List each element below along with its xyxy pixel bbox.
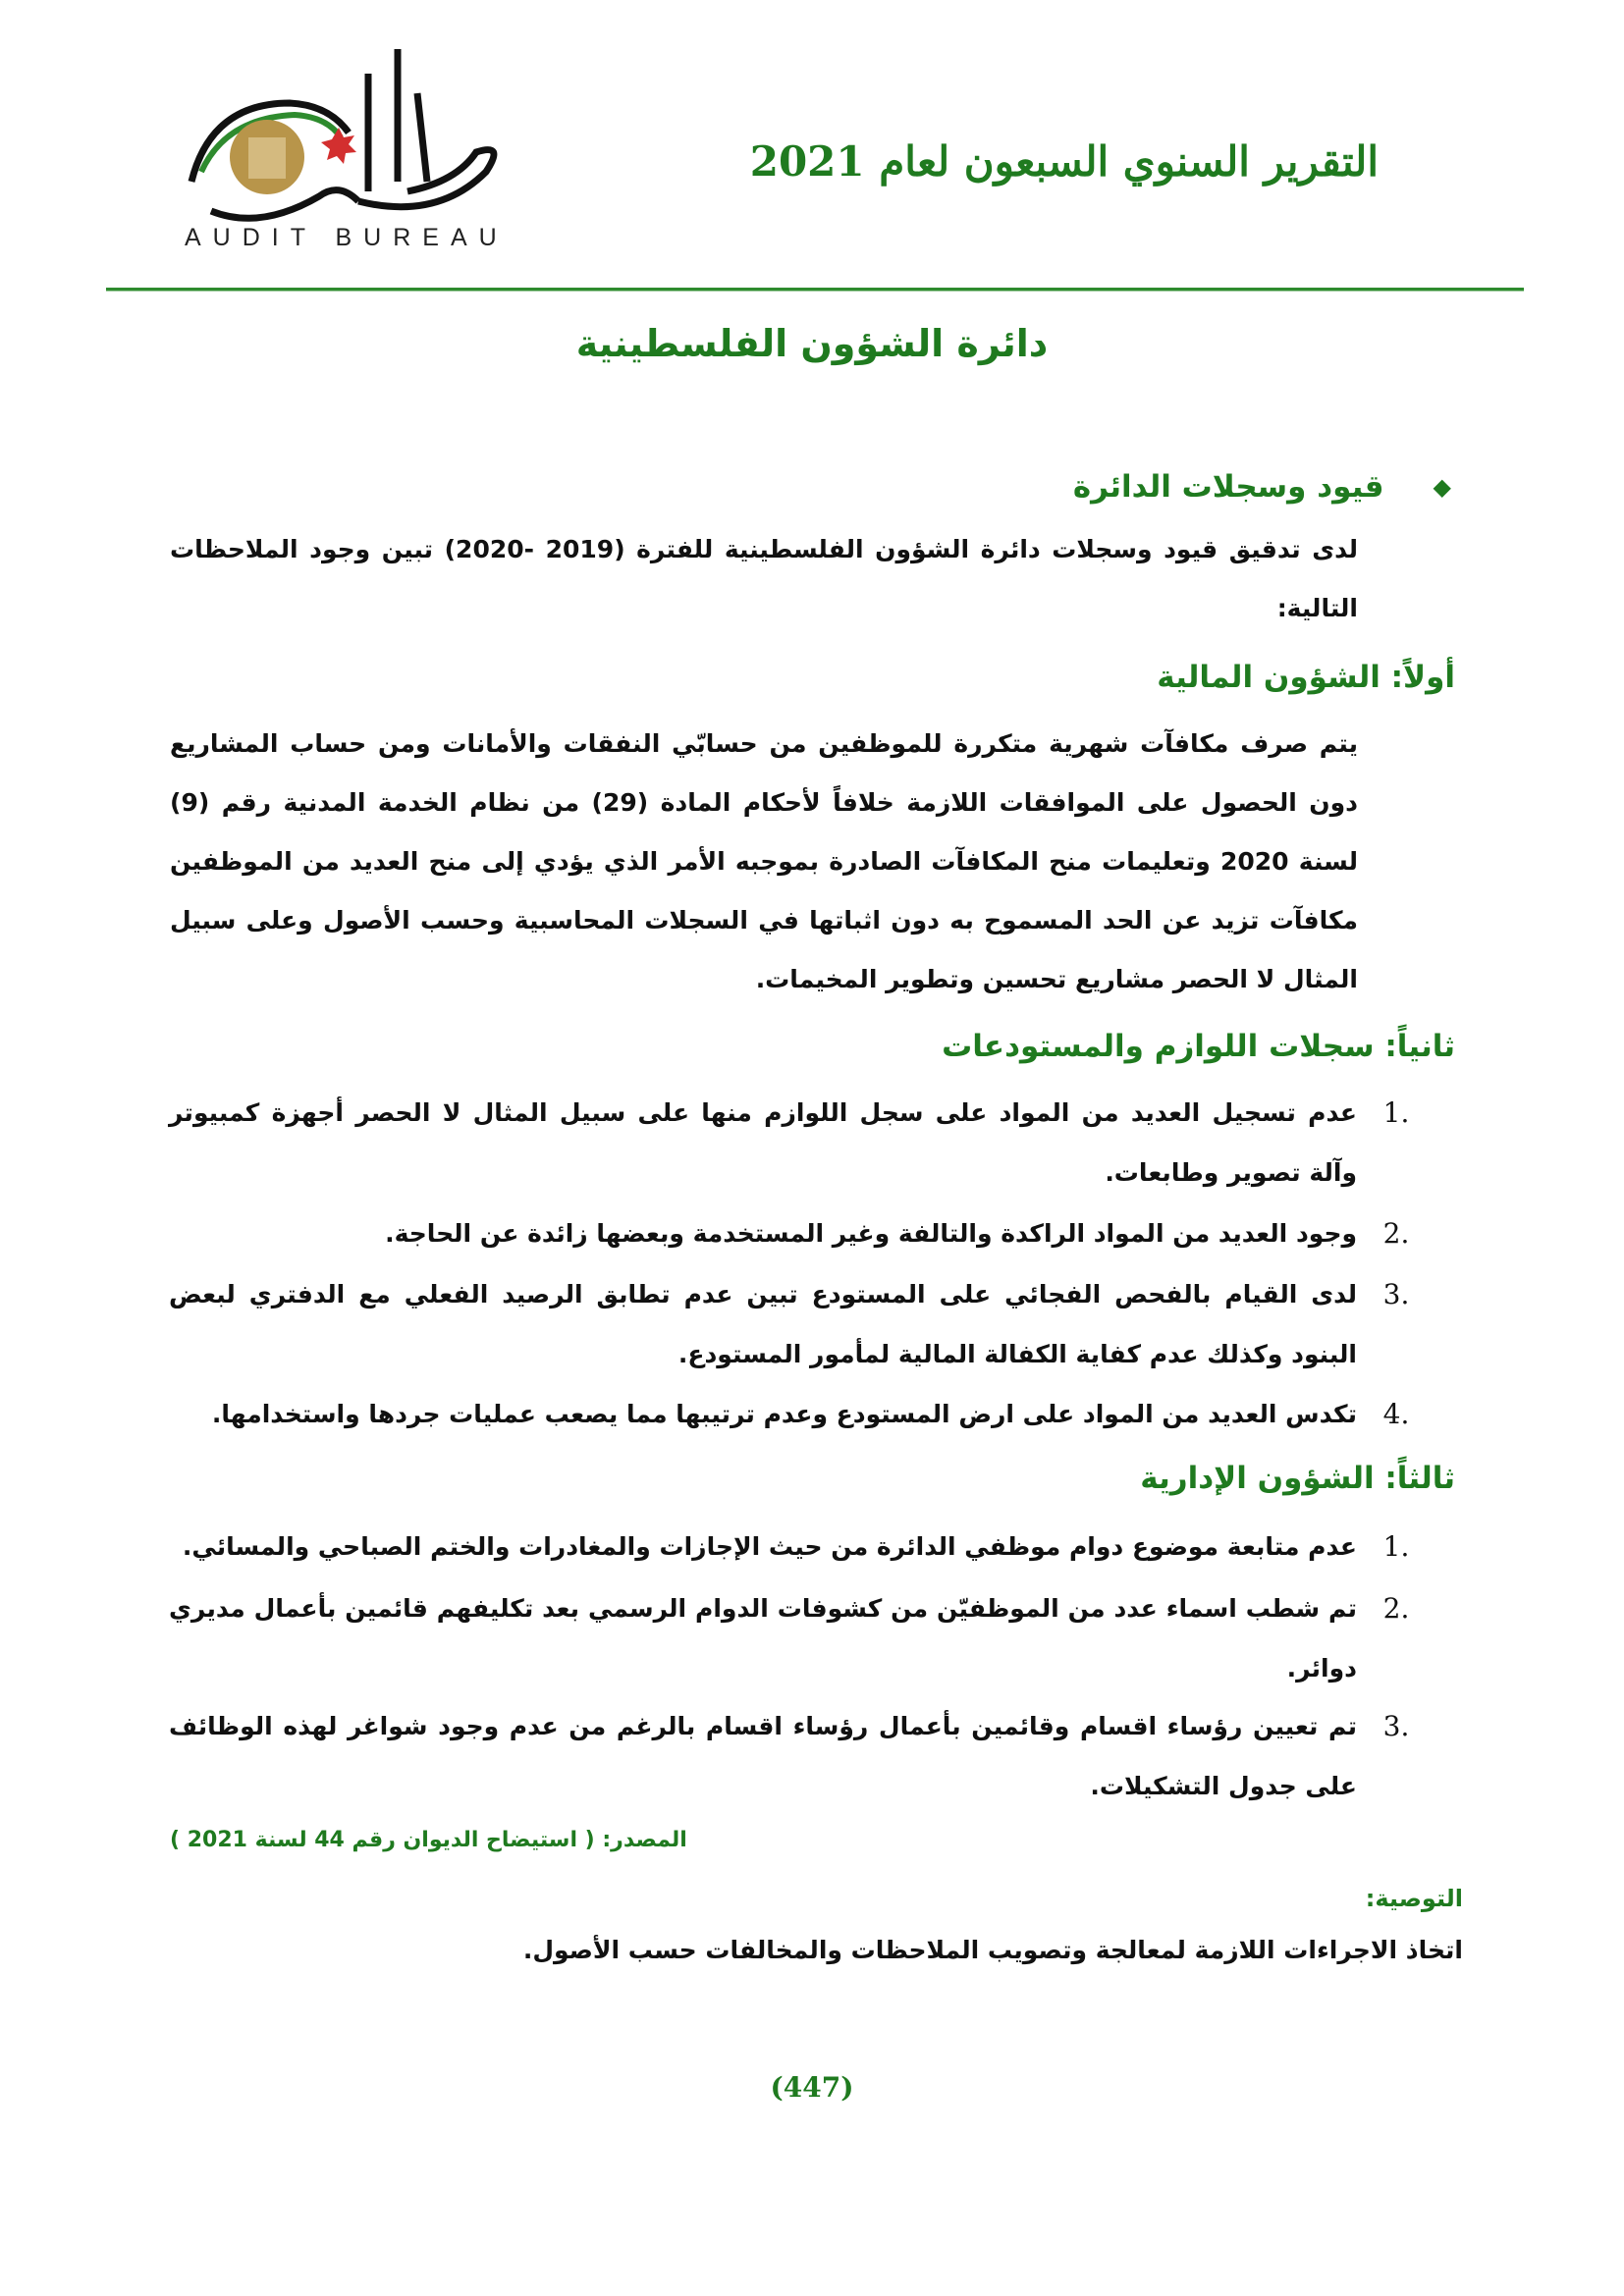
list-item <box>169 1083 1435 1202</box>
recommendation-text: اتخاذ الاجراءات اللازمة لمعالجة وتصويب الملاحظات والمخالفات حسب الأصول. <box>522 1936 1463 1964</box>
list-item <box>169 1517 1435 1576</box>
list-item <box>169 1264 1435 1384</box>
financial-affairs-paragraph: يتم صرف مكافآت شهرية متكررة للموظفين من حسابّي النفقات والأمانات ومن حساب المشاريع دون الحصول على الموافقات اللازمة خلافاً لأحكام المادة (29) من نظام الخدمة المدنية رقم (9) لسنة 2020 وتعليمات منح المكافآت الصادرة بموجبه الأمر الذي يؤدي إلى منح العديد من الموظفين مكافآت تزيد عن الحد المسموح به دون اثباتها في السجلات المحاسبية وحسب الأصول وعلى سبيل المثال لا الحصر مشاريع تحسين وتطوير المخيمات. <box>170 729 1358 993</box>
list-item <box>169 1696 1435 1816</box>
item-number: .2 <box>1382 1217 1410 1250</box>
item-number: .3 <box>1382 1278 1410 1310</box>
source-note: المصدر: ( استيضاح الديوان رقم 44 لسنة 2021 ) <box>170 1828 687 1852</box>
main-heading-text: قيود وسجلات الدائرة <box>1072 469 1384 505</box>
list-item <box>169 1203 1435 1263</box>
recommendation-label: التوصية: <box>1365 1885 1463 1912</box>
item-text: وجود العديد من المواد الراكدة والتالفة وغير المستخدمة وبعضها زائدة عن الحاجة. <box>385 1219 1357 1248</box>
item-number: .1 <box>1382 1096 1410 1129</box>
list-item <box>169 1384 1435 1444</box>
item-text: تم تعيين رؤساء اقسام وقائمين بأعمال رؤساء اقسام بالرغم من عدم وجود شواغر لهذه الوظائف على جدول التشكيلات. <box>169 1712 1357 1800</box>
item-text: لدى القيام بالفحص الفجائي على المستودع تبين عدم تطابق الرصيد الفعلي مع الدفتري لبعض البنود وكذلك عدم كفاية الكفالة المالية لمأمور المستودع. <box>169 1280 1357 1368</box>
main-heading <box>1073 469 1451 505</box>
item-text: تم شطب اسماء عدد من الموظفيّن من كشوفات الدوام الرسمي بعد تكليفهم قائمين بأعمال مديري دوائر. <box>169 1594 1357 1682</box>
heading-supplies-records: ثانياً: سجلات اللوازم والمستودعات <box>942 1029 1455 1064</box>
heading-administrative-affairs: ثالثاً: الشؤون الإدارية <box>1140 1461 1455 1496</box>
intro-paragraph: لدى تدقيق قيود وسجلات دائرة الشؤون الفلسطينية للفترة (2019 -2020) تبين وجود الملاحظات التالية: <box>170 535 1358 622</box>
diamond-bullet-icon: ◆ <box>1433 473 1451 501</box>
section-title: دائرة الشؤون الفلسطينية <box>575 322 1049 365</box>
item-number: .4 <box>1382 1398 1410 1430</box>
item-number: .1 <box>1382 1530 1410 1563</box>
page-number: (447) <box>770 2071 854 2104</box>
report-title: التقرير السنوي السبعون لعام 2021 <box>749 137 1379 186</box>
header-divider <box>106 288 1524 292</box>
item-number: .2 <box>1382 1592 1410 1625</box>
item-number: .3 <box>1382 1710 1410 1742</box>
item-text: عدم تسجيل العديد من المواد على سجل اللوازم منها على سبيل المثال لا الحصر أجهزة كمبيوتر وآلة تصوير وطابعات. <box>169 1098 1357 1187</box>
logo-text: AUDIT BUREAU <box>185 224 509 251</box>
list-item <box>169 1578 1435 1698</box>
item-text: عدم متابعة موضوع دوام موظفي الدائرة من حيث الإجازات والمغادرات والختم الصباحي والمسائي. <box>182 1532 1357 1561</box>
item-text: تكدس العديد من المواد على ارض المستودع وعدم ترتيبها مما يصعب عمليات جردها واستخدامها. <box>211 1400 1357 1428</box>
heading-financial-affairs: أولاً: الشؤون المالية <box>1157 660 1455 695</box>
